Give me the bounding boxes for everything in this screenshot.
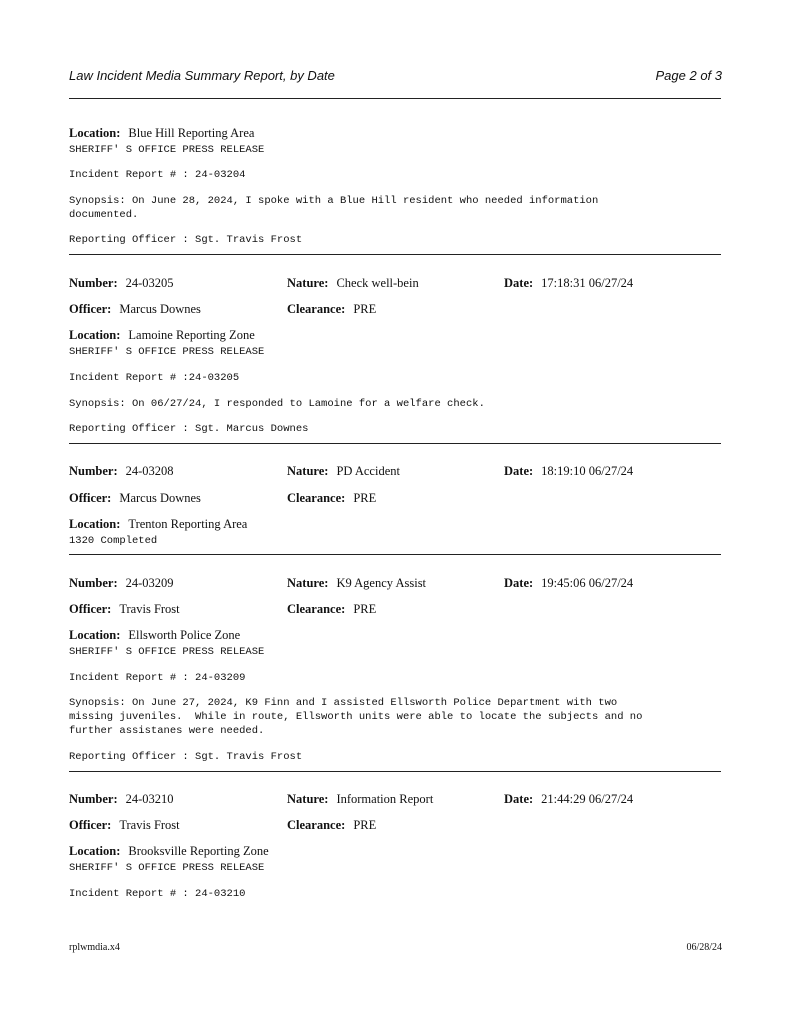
record-number: Number: 24-03208 [69, 464, 174, 478]
record-line: SHERIFF' S OFFICE PRESS RELEASE [69, 346, 265, 358]
record-synopsis: Synopsis: On 06/27/24, I responded to Lamoine for a welfare check. [69, 398, 485, 410]
record-nature: Nature: Check well-bein [287, 276, 419, 290]
record-number: Number: 24-03205 [69, 276, 174, 290]
record-officer: Officer: Marcus Downes [69, 491, 201, 505]
record-officer: Officer: Travis Frost [69, 602, 180, 616]
header-rule [69, 98, 721, 99]
record-line: Incident Report # : 24-03210 [69, 888, 246, 900]
record-divider [69, 254, 721, 255]
record-divider [69, 443, 721, 444]
footer-report-id: rplwmdia.x4 [69, 942, 120, 953]
record-officer: Officer: Travis Frost [69, 818, 180, 832]
record-location: Location: Lamoine Reporting Zone [69, 328, 255, 342]
record-line: Incident Report # :24-03205 [69, 372, 240, 384]
footer-date: 06/28/24 [686, 942, 722, 953]
record-date: Date: 17:18:31 06/27/24 [504, 276, 634, 290]
record-location: Location: Ellsworth Police Zone [69, 628, 241, 642]
continued-line: Incident Report # : 24-03204 [69, 169, 246, 181]
record-clearance: Clearance: PRE [287, 491, 377, 505]
record-date: Date: 21:44:29 06/27/24 [504, 792, 634, 806]
record-location: Location: Brooksville Reporting Zone [69, 844, 269, 858]
record-nature: Nature: K9 Agency Assist [287, 576, 427, 590]
continued-location: Location: Blue Hill Reporting Area [69, 126, 255, 140]
continued-line: SHERIFF' S OFFICE PRESS RELEASE [69, 144, 265, 156]
record-clearance: Clearance: PRE [287, 302, 377, 316]
record-divider [69, 554, 721, 555]
record-location: Location: Trenton Reporting Area [69, 517, 248, 531]
report-title: Law Incident Media Summary Report, by Date [69, 68, 335, 83]
record-nature: Nature: PD Accident [287, 464, 400, 478]
record-officer: Officer: Marcus Downes [69, 302, 201, 316]
record-date: Date: 19:45:06 06/27/24 [504, 576, 634, 590]
record-line: SHERIFF' S OFFICE PRESS RELEASE [69, 646, 265, 658]
record-date: Date: 18:19:10 06/27/24 [504, 464, 634, 478]
record-clearance: Clearance: PRE [287, 818, 377, 832]
record-number: Number: 24-03209 [69, 576, 174, 590]
record-line: Incident Report # : 24-03209 [69, 672, 246, 684]
record-synopsis: Synopsis: On June 27, 2024, K9 Finn and I assisted Ellsworth Police Department with two missing juveniles. While in route, Ellsworth units were able to locate the subjects and no further assistanes were needed. [69, 697, 643, 737]
record-line: SHERIFF' S OFFICE PRESS RELEASE [69, 862, 265, 874]
continued-synopsis: Synopsis: On June 28, 2024, I spoke with a Blue Hill resident who needed information documented. [69, 195, 599, 221]
record-number: Number: 24-03210 [69, 792, 174, 806]
record-clearance: Clearance: PRE [287, 602, 377, 616]
record-divider [69, 771, 721, 772]
page-number: Page 2 of 3 [655, 68, 722, 83]
record-line: Reporting Officer : Sgt. Marcus Downes [69, 423, 309, 435]
continued-line: Reporting Officer : Sgt. Travis Frost [69, 234, 303, 246]
record-nature: Nature: Information Report [287, 792, 434, 806]
record-line: 1320 Completed [69, 535, 158, 547]
record-line: Reporting Officer : Sgt. Travis Frost [69, 751, 303, 763]
